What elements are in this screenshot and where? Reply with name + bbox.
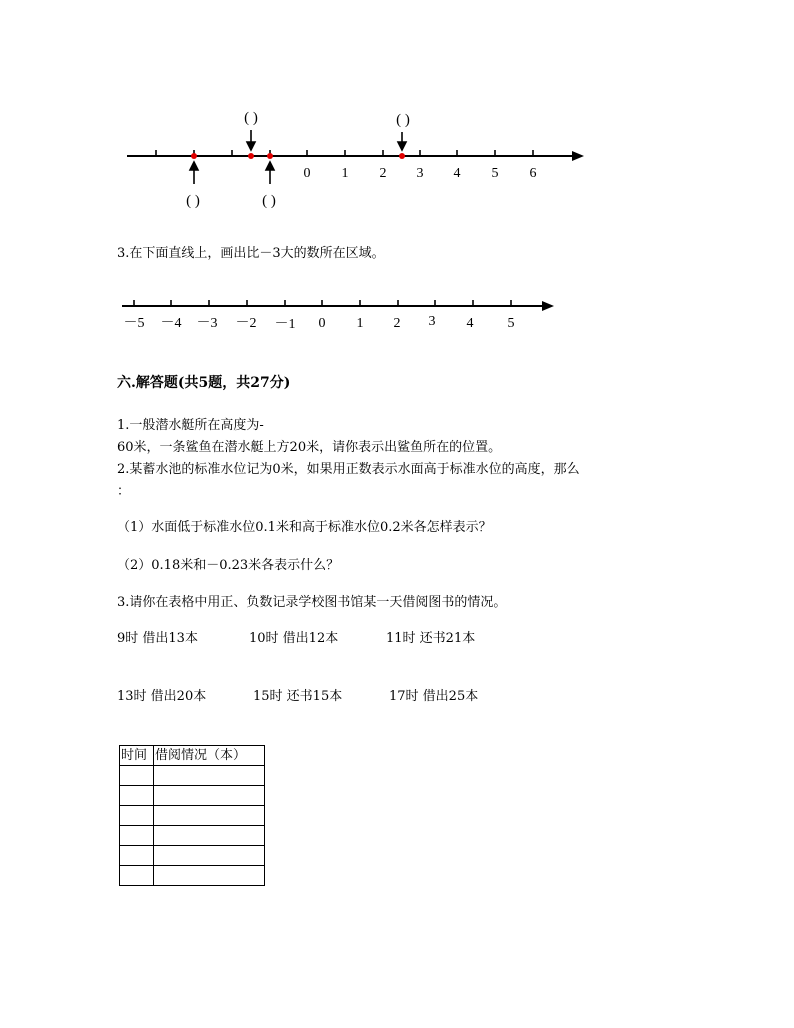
- number-line-1: [0, 100, 620, 220]
- table-row: [120, 826, 265, 846]
- problem-2-line1: 2.某蓄水池的标准水位记为0米，如果用正数表示水面高于标准水位的高度，那么: [117, 462, 580, 477]
- record-item: 9时 借出13本: [117, 631, 198, 646]
- axis-arrow: [572, 151, 584, 161]
- table-row: [120, 866, 265, 886]
- table-cell[interactable]: [154, 846, 265, 866]
- record-item: 17时 借出25本: [389, 689, 479, 704]
- tick-label: 2: [379, 166, 387, 181]
- section-title: 六.解答题(共5题，共27分): [117, 375, 291, 391]
- table-cell[interactable]: [120, 766, 154, 786]
- table-cell[interactable]: [120, 866, 154, 886]
- table-row: [120, 766, 265, 786]
- problem-3-text: 3.请你在表格中用正、负数记录学校图书馆某一天借阅图书的情况。: [117, 595, 507, 610]
- tick-label: 3: [428, 314, 436, 329]
- red-point: [248, 153, 254, 159]
- question-3-text: 3.在下面直线上，画出比－3大的数所在区域。: [117, 246, 385, 261]
- answer-blank: ( ): [186, 193, 200, 209]
- table-cell[interactable]: [120, 846, 154, 866]
- tick-label: 3: [416, 166, 424, 181]
- table-cell[interactable]: [120, 786, 154, 806]
- table-row: [120, 846, 265, 866]
- table-row: [120, 806, 265, 826]
- tick-label: －1: [274, 317, 296, 332]
- problem-1-line1: 1.一般潜水艇所在高度为-: [117, 418, 264, 433]
- table-cell[interactable]: [154, 766, 265, 786]
- tick-label: －5: [123, 316, 145, 331]
- tick-label: 1: [341, 166, 349, 181]
- tick-label: －3: [196, 316, 218, 331]
- tick-label: 2: [393, 316, 401, 331]
- table-cell[interactable]: [154, 806, 265, 826]
- table-cell[interactable]: [120, 806, 154, 826]
- number-line-2: [0, 290, 580, 340]
- tick-label: 5: [507, 316, 515, 331]
- table-row: [120, 786, 265, 806]
- record-item: 13时 借出20本: [117, 689, 207, 704]
- record-item: 15时 还书15本: [253, 689, 343, 704]
- tick-label: 5: [491, 166, 499, 181]
- red-point: [191, 153, 197, 159]
- answer-blank: ( ): [244, 110, 258, 126]
- tick-label: －2: [235, 316, 257, 331]
- tick-label: 4: [453, 166, 461, 181]
- record-item: 11时 还书21本: [386, 631, 476, 646]
- tick-label: 6: [529, 166, 537, 181]
- table-cell[interactable]: [154, 826, 265, 846]
- axis-arrow: [542, 301, 554, 311]
- table-cell[interactable]: [154, 786, 265, 806]
- problem-2-line2: ：: [117, 484, 131, 499]
- red-point: [267, 153, 273, 159]
- answer-blank: ( ): [396, 112, 410, 128]
- table-cell[interactable]: [120, 826, 154, 846]
- tick-label: 1: [356, 316, 364, 331]
- tick-label: 0: [303, 166, 311, 181]
- table-header-row: [120, 746, 265, 766]
- record-item: 10时 借出12本: [249, 631, 339, 646]
- problem-2-sub1: （1）水面低于标准水位0.1米和高于标准水位0.2米各怎样表示？: [117, 520, 492, 535]
- problem-2-sub2: （2）0.18米和－0.23米各表示什么？: [117, 558, 340, 573]
- problem-1-line2: 60米，一条鲨鱼在潜水艇上方20米，请你表示出鲨鱼所在的位置。: [117, 440, 502, 455]
- tick-label: 0: [318, 316, 326, 331]
- record-table: [119, 745, 265, 886]
- tick-label: 4: [466, 316, 474, 331]
- answer-blank: ( ): [262, 193, 276, 209]
- table-cell[interactable]: [154, 866, 265, 886]
- table-header-record: 借阅情况（本）: [154, 746, 265, 766]
- table-header-time: 时间: [120, 746, 154, 766]
- tick-label: －4: [160, 316, 182, 331]
- red-point: [399, 153, 405, 159]
